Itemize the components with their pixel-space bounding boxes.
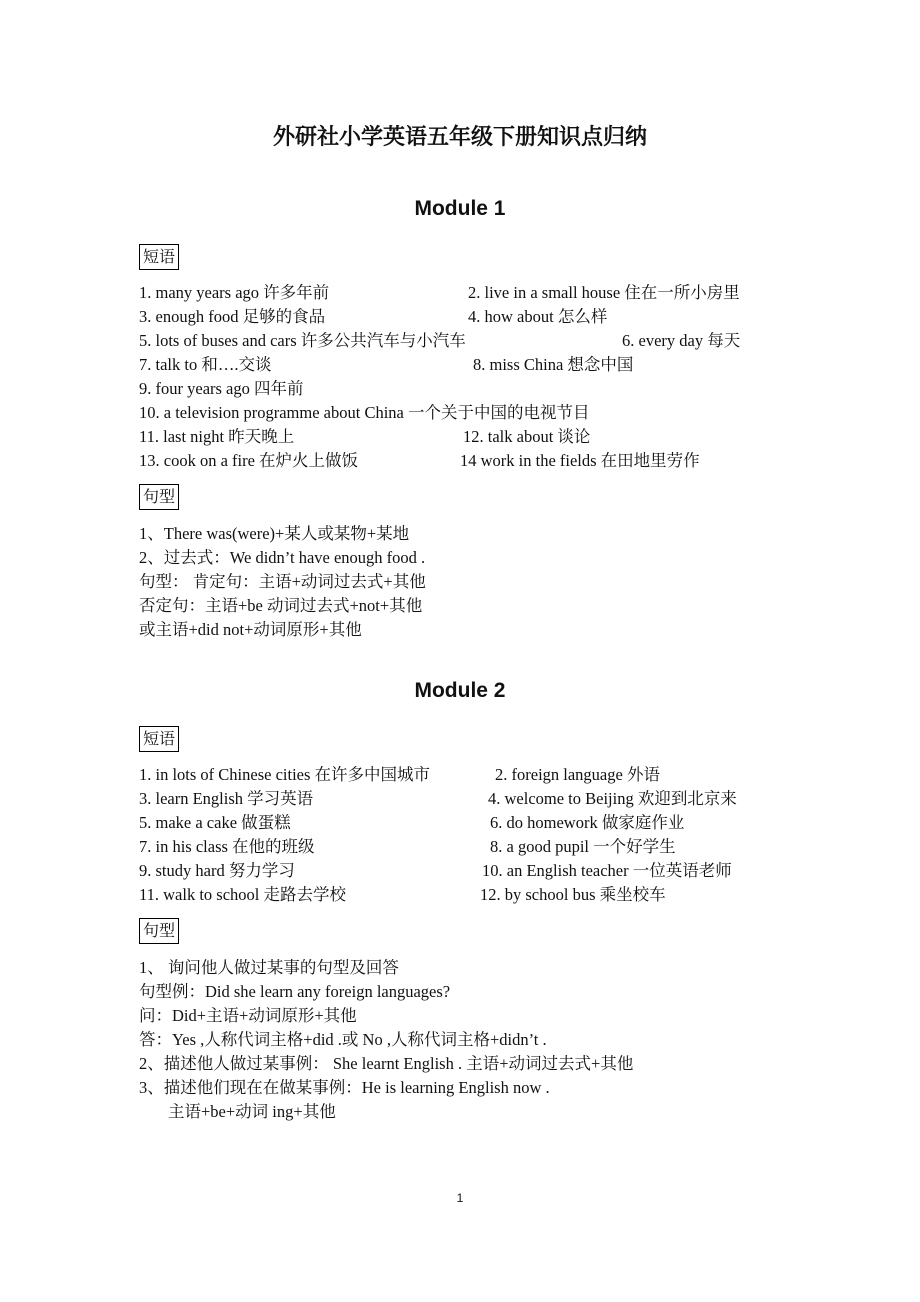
m1-sentence-4: 否定句：主语+be 动词过去式+not+其他: [139, 596, 423, 615]
module-2-heading: Module 2: [414, 679, 506, 702]
m2-phrase-4: 4. welcome to Beijing 欢迎到北京来: [488, 789, 737, 808]
m2-sentence-4: 答：Yes ,人称代词主格+did .或 No ,人称代词主格+didn’t .: [139, 1030, 547, 1049]
m1-phrase-10: 10. a television programme about China 一个关于中国的电视节目: [139, 403, 590, 422]
m1-phrase-1: 1. many years ago 许多年前: [139, 283, 330, 302]
module-2-phrases-tag: 短语: [139, 726, 179, 752]
m1-phrase-3: 3. enough food 足够的食品: [139, 307, 326, 326]
m2-sentence-7: 主语+be+动词 ing+其他: [168, 1102, 336, 1121]
m2-sentence-2: 句型例：Did she learn any foreign languages?: [139, 982, 451, 1001]
m2-phrase-9: 9. study hard 努力学习: [139, 861, 295, 880]
m1-phrase-14: 14 work in the fields 在田地里劳作: [460, 451, 700, 470]
m1-phrase-11: 11. last night 昨天晚上: [139, 427, 295, 446]
m2-sentence-1: 1、 询问他人做过某事的句型及回答: [139, 958, 399, 977]
m2-sentence-5: 2、描述他人做过某事例： She learnt English . 主语+动词过去式+其他: [139, 1054, 634, 1073]
m1-sentence-5: 或主语+did not+动词原形+其他: [139, 620, 362, 639]
m2-sentence-6: 3、描述他们现在在做某事例：He is learning English now .: [139, 1078, 550, 1097]
m1-phrase-12: 12. talk about 谈论: [463, 427, 591, 446]
document-title: 外研社小学英语五年级下册知识点归纳: [272, 125, 647, 150]
m2-phrase-2: 2. foreign language 外语: [495, 765, 660, 784]
module-1-heading: Module 1: [414, 197, 506, 220]
m2-phrase-7: 7. in his class 在他的班级: [139, 837, 315, 856]
m1-phrase-4: 4. how about 怎么样: [468, 307, 608, 326]
m1-phrase-5: 5. lots of buses and cars 许多公共汽车与小汽车: [139, 331, 466, 350]
module-1-sentences-tag: 句型: [139, 484, 179, 510]
m2-phrase-5: 5. make a cake 做蛋糕: [139, 813, 291, 832]
m2-phrase-6: 6. do homework 做家庭作业: [490, 813, 685, 832]
m1-sentence-2: 2、过去式：We didn’t have enough food .: [139, 548, 426, 567]
page-number: 1: [456, 1191, 464, 1205]
m2-phrase-11: 11. walk to school 走路去学校: [139, 885, 346, 904]
m1-sentence-3: 句型： 肯定句：主语+动词过去式+其他: [139, 572, 426, 591]
m1-phrase-9: 9. four years ago 四年前: [139, 379, 304, 398]
m2-phrase-1: 1. in lots of Chinese cities 在许多中国城市: [139, 765, 431, 784]
module-1-phrases-tag: 短语: [139, 244, 179, 270]
m2-phrase-12: 12. by school bus 乘坐校车: [480, 885, 666, 904]
m1-phrase-7: 7. talk to 和….交谈: [139, 355, 272, 374]
m2-sentence-3: 问：Did+主语+动词原形+其他: [139, 1006, 357, 1025]
module-2-sentences-tag: 句型: [139, 918, 179, 944]
m2-phrase-3: 3. learn English 学习英语: [139, 789, 314, 808]
m1-phrase-6: 6. every day 每天: [622, 331, 741, 350]
m1-phrase-13: 13. cook on a fire 在炉火上做饭: [139, 451, 359, 470]
m2-phrase-10: 10. an English teacher 一位英语老师: [482, 861, 732, 880]
m2-phrase-8: 8. a good pupil 一个好学生: [490, 837, 676, 856]
m1-phrase-2: 2. live in a small house 住在一所小房里: [468, 283, 740, 302]
m1-phrase-8: 8. miss China 想念中国: [473, 355, 634, 374]
m1-sentence-1: 1、There was(were)+某人或某物+某地: [139, 524, 410, 543]
